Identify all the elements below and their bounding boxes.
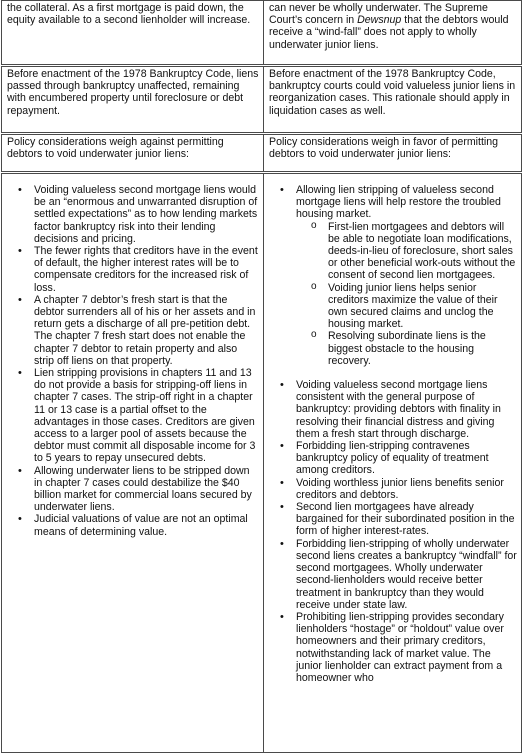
list-item: • Voiding valueless second mortgage liens would be an “enormous and unwarranted disruption of settled expectations” as to how lending markets factor bankruptcy risk into their lending decisions and pricing. xyxy=(7,184,259,245)
row2-left-cell xyxy=(1,66,264,133)
right-bullet-list-1 xyxy=(269,184,517,367)
list-item: • Judicial valuations of value are not an optimal means of determining value. xyxy=(7,513,259,537)
list-item: • Voiding worthless junior liens benefits senior creditors and debtors. xyxy=(269,477,517,501)
row3-right-cell xyxy=(263,134,522,172)
case-name-dewsnup: Dewsnup xyxy=(357,14,402,27)
right-policy-heading: Policy considerations weigh in favor of permitting debtors to void underwater junior liens: xyxy=(269,136,499,161)
row2-left-text: Before enactment of the 1978 Bankruptcy Code, liens passed through bankruptcy unaffected, remaining with encumbered property until foreclosure or debt repayment. xyxy=(7,68,259,117)
left-policy-heading: Policy considerations weigh against permitting debtors to void underwater junior liens: xyxy=(7,136,224,161)
list-item: • A chapter 7 debtor’s fresh start is that the debtor surrenders all of his or her assets and in return gets a discharge of all pre-petition debt. The chapter 7 fresh start does not enable the chapter 7 debtor to retain property and also strip off liens on that property. xyxy=(7,294,259,367)
row1-right-text xyxy=(269,2,517,51)
row4-right-cell xyxy=(263,173,522,753)
right-bullet-list-2 xyxy=(269,379,517,684)
list-item xyxy=(269,184,517,367)
list-item-text: • Allowing lien stripping of valueless second mortgage liens will help restore the troubled housing market. xyxy=(296,184,501,221)
list-item: • The fewer rights that creditors have in the event of default, the higher interest rates will be to compensate creditors for the increased risk of loss. xyxy=(7,245,259,294)
row1-right-cell xyxy=(263,0,522,65)
row1-left-cell xyxy=(1,0,264,65)
right-sub-bullet-list xyxy=(296,221,517,367)
list-item: • Second lien mortgagees have already bargained for their subordinated position in the form of higher interest-rates. xyxy=(269,501,517,538)
sub-list-item: o First-lien mortgagees and debtors will be able to negotiate loan modifications, deeds-in-lieu of foreclosure, short sales or other beneficial work-outs without the consent of second lien mortgagees. xyxy=(296,221,517,282)
list-spacer xyxy=(269,367,517,379)
row1-left-text: the collateral. As a first mortgage is paid down, the equity available to a second lienholder will increase. xyxy=(7,2,251,27)
row1-right-part-2: that the debtors would receive a “wind-fall” does not apply to wholly underwater junior liens. xyxy=(269,14,509,51)
list-item: • Forbidding lien-stripping contravenes bankruptcy policy of equality of treatment among creditors. xyxy=(269,440,517,477)
list-item: • Forbidding lien-stripping of wholly underwater second liens creates a bankruptcy “windfall” for second mortgagees. Wholly underwater second-lienholders would receive better treatment in bankruptcy than they would receive under state law. xyxy=(269,538,517,611)
row4-left-cell xyxy=(1,173,264,753)
left-bullet-list xyxy=(7,184,259,538)
row3-left-cell xyxy=(1,134,264,172)
list-item: • Allowing underwater liens to be stripped down in chapter 7 cases could destabilize the $40 billion market for commercial loans secured by underwater liens. xyxy=(7,465,259,514)
sub-list-item: o Resolving subordinate liens is the biggest obstacle to the housing recovery. xyxy=(296,330,517,367)
list-item: • Voiding valueless second mortgage liens consistent with the general purpose of bankruptcy: providing debtors with finality in resolving their financial distress and giving them a fresh start through discharge. xyxy=(269,379,517,440)
row2-right-cell xyxy=(263,66,522,133)
sub-list-item: o Voiding junior liens helps senior creditors maximize the value of their own secured claims and unclog the housing market. xyxy=(296,282,517,331)
row1-right-part-1: can never be wholly underwater. The Supreme Court’s concern in xyxy=(269,2,488,27)
list-item: • Lien stripping provisions in chapters 11 and 13 do not provide a basis for stripping-off liens in chapter 7 cases. The strip-off right in a chapter 11 or 13 case is a partial offset to the advantages in those cases. Creditors are given access to a larger pool of assets because the debtor must commit all disposable income for 3 to 5 years to repay unsecured debts. xyxy=(7,367,259,465)
row2-right-text: Before enactment of the 1978 Bankruptcy Code, bankruptcy courts could void valueless junior liens in reorganization cases. This rationale should apply in liquidation cases as well. xyxy=(269,68,516,117)
list-item: • Prohibiting lien-stripping provides secondary lienholders “hostage” or “holdout” value over homeowners and their primary creditors, notwithstanding lack of market value. The junior lienholder can extract payment from a homeowner who xyxy=(269,611,517,684)
comparison-table xyxy=(1,0,522,739)
